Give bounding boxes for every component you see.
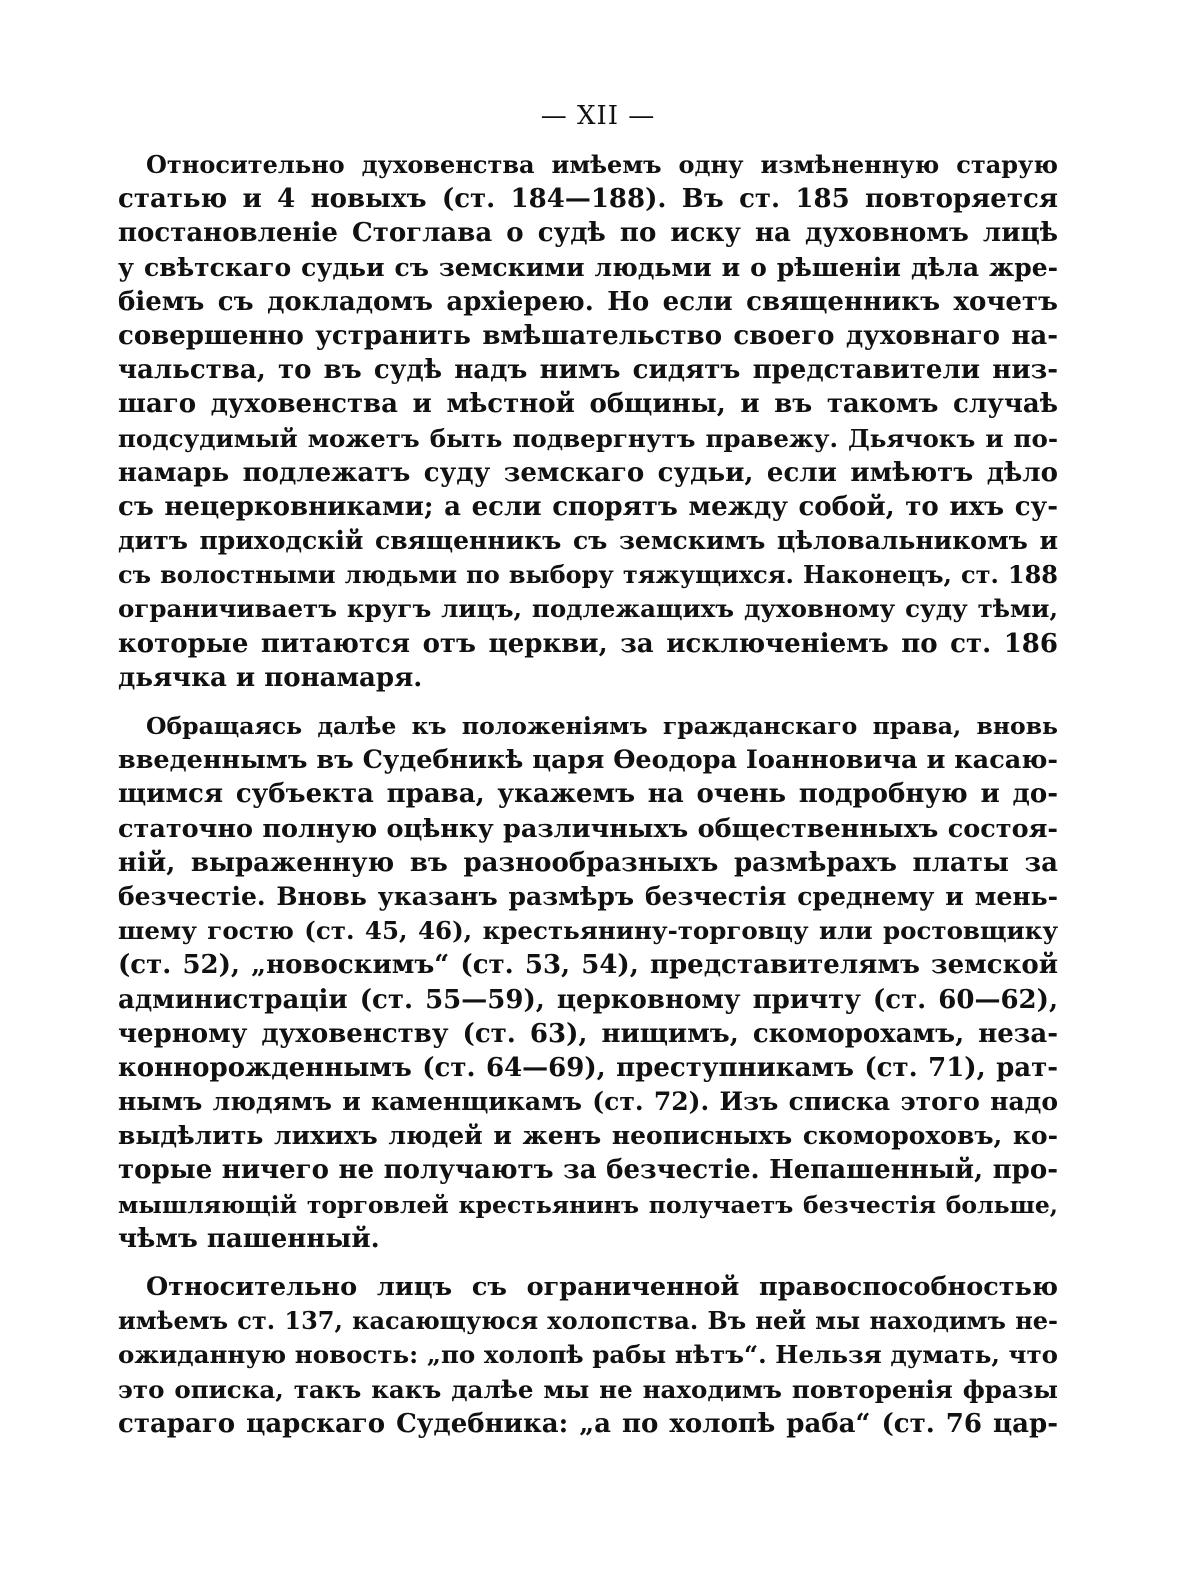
text-line: черному духовенству (ст. 63), нищимъ, скоморохамъ, неза- <box>118 1018 1058 1049</box>
text-line: Относительно духовенства имѣемъ одну измѣненную старую <box>146 150 1058 179</box>
paragraph-clergy <box>118 148 1058 695</box>
text-line: щимся субъекта права, укажемъ на очень подробную и до- <box>118 779 1058 810</box>
text-line: съ нецерковниками; а если спорятъ между собой, то ихъ су- <box>118 491 1058 522</box>
text-line: которые питаются отъ церкви, за исключеніемъ по ст. 186 <box>118 628 1058 659</box>
text-line: стараго царскаго Судебника: „а по холопѣ раба“ (ст. 76 цар- <box>118 1408 1058 1439</box>
text-line: намарь подлежатъ суду земскаго судьи, если имѣютъ дѣло <box>118 457 1058 488</box>
text-line: Обращаясь далѣе къ положеніямъ гражданскаго права, вновь <box>146 712 1058 740</box>
text-line: имѣемъ ст. 137, касающуюся холопства. Въ ней мы находимъ не- <box>118 1306 1058 1336</box>
text-line: съ волостными людьми по выбору тяжущихся. Наконецъ, ст. 188 <box>118 560 1058 590</box>
paragraph-limited-capacity <box>118 1270 1058 1441</box>
text-line: безчестіе. Вновь указанъ размѣръ безчестія среднему и мень- <box>118 881 1058 911</box>
text-line: ожиданную новость: „по холопѣ рабы нѣтъ“. Нельзя думать, что <box>118 1340 1058 1370</box>
text-line: выдѣлить лихихъ людей и женъ неописныхъ скомороховъ, ко- <box>118 1121 1058 1151</box>
text-line: біемъ съ докладомъ архіерею. Но если священникъ хочетъ <box>118 286 1058 317</box>
text-line: (ст. 52), „новоскимъ“ (ст. 53, 54), представителямъ земской <box>118 950 1058 981</box>
text-line: введеннымъ въ Судебникѣ царя Ѳеодора Іоанновича и касаю- <box>118 745 1058 776</box>
document-page <box>118 94 1058 1455</box>
text-line: совершенно устранить вмѣшательство своего духовнаго на- <box>118 320 1058 351</box>
page-number: — XII — <box>540 101 656 131</box>
text-line: статью и 4 новыхъ (ст. 184—188). Въ ст. 185 повторяется <box>118 184 1058 215</box>
text-line: администраціи (ст. 55—59), церковному причту (ст. 60—62), <box>118 984 1058 1015</box>
text-line: нымъ людямъ и каменщикамъ (ст. 72). Изъ списка этого надо <box>118 1087 1058 1117</box>
text-line: шему гостю (ст. 45, 46), крестьянину-торговцу или ростовщику <box>118 916 1058 946</box>
text-line: у свѣтскаго судьи съ земскими людьми и о рѣшеніи дѣла жре- <box>118 252 1058 282</box>
text-line: дитъ приходскій священникъ съ земскимъ цѣловальникомъ и <box>118 526 1058 556</box>
paragraph-civil-law <box>118 709 1058 1256</box>
text-line: подсудимый можетъ быть подвергнутъ правежу. Дьячокъ и по- <box>118 423 1058 453</box>
text-line: Относительно лицъ съ ограниченной правоспособностью <box>146 1272 1058 1302</box>
text-line: ній, выраженную въ разнообразныхъ размѣрахъ платы за <box>118 847 1058 878</box>
text-line: торые ничего не получаютъ за безчестіе. Непашенный, про- <box>118 1155 1058 1186</box>
text-line: статочно полную оцѣнку различныхъ общественныхъ состоя- <box>118 813 1058 844</box>
text-line: шаго духовенства и мѣстной общины, и въ такомъ случаѣ <box>118 389 1058 420</box>
text-line: мышляющій торговлей крестьянинъ получаетъ безчестія больше, <box>118 1190 1058 1219</box>
text-line: коннорожденнымъ (ст. 64—69), преступникамъ (ст. 71), рат- <box>118 1052 1058 1083</box>
text-line: чальства, то въ судѣ надъ нимъ сидятъ представители низ- <box>118 355 1058 386</box>
text-line: постановленіе Стоглава о судѣ по иску на духовномъ лицѣ <box>118 218 1058 249</box>
text-line: ограничиваетъ кругъ лицъ, подлежащихъ духовному суду тѣми, <box>118 594 1058 624</box>
text-line: это описка, такъ какъ далѣе мы не находимъ повторенія фразы <box>118 1374 1058 1404</box>
text-line: чѣмъ пашенный. <box>118 1223 380 1254</box>
text-line: дьячка и понамаря. <box>118 662 423 693</box>
